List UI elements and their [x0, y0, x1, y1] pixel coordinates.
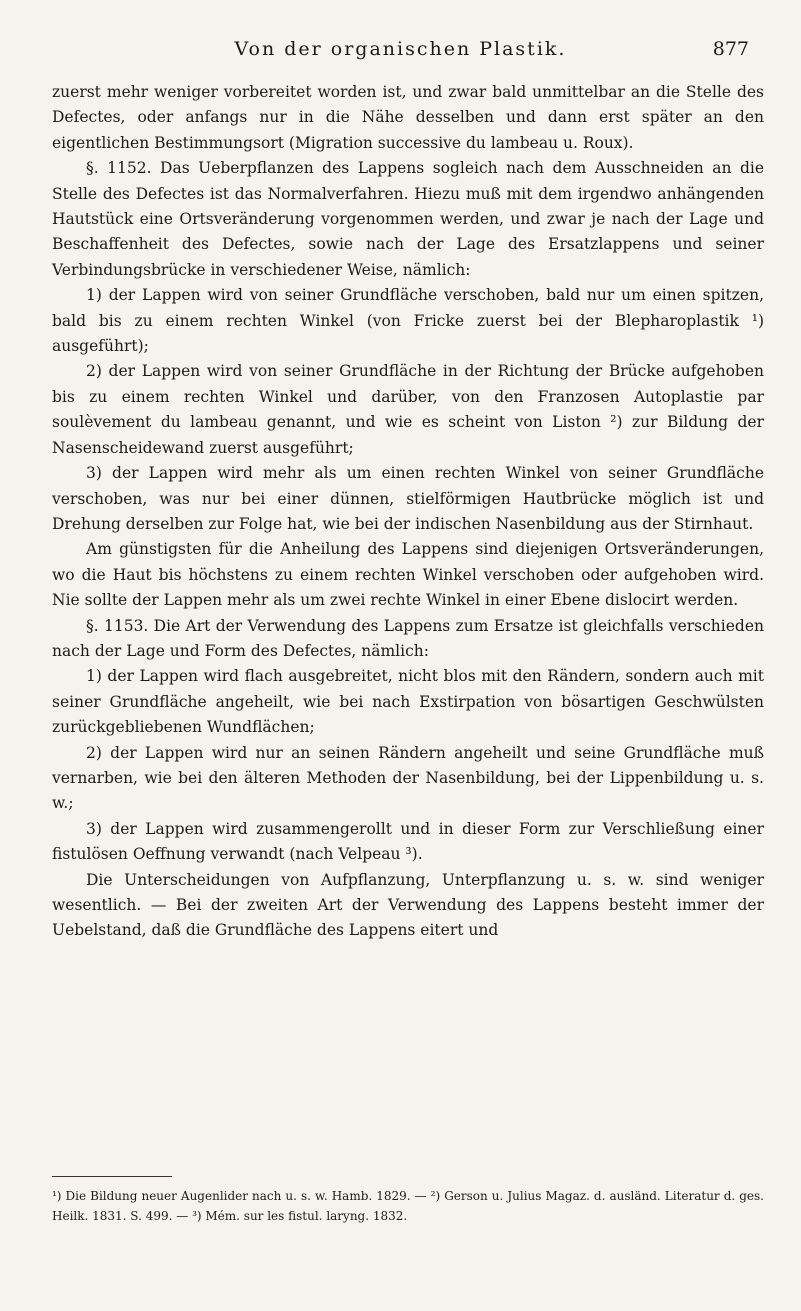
footnote-divider	[52, 1176, 172, 1177]
paragraph-anheilung: Am günstigsten für die Anheilung des Lappens sind diejenigen Ortsveränderungen, wo die Haut bis höchstens zu einem rechten Winkel verschoben oder aufgehoben wird. Nie sollte der Lappen mehr als um zwei rechte Winkel in einer Ebene dislocirt werden.	[52, 540, 764, 610]
page-number: 877	[712, 38, 749, 60]
list-item-1: 1) der Lappen wird von seiner Grundfläche verschoben, bald nur um einen spitzen, bald bis zu einem rechten Winkel (von Fricke zuerst bei der Blepharoplastik ¹) ausgeführt);	[52, 286, 764, 356]
body-text	[52, 80, 764, 944]
paragraph-section-1152: §. 1152. Das Ueberpflanzen des Lappens sogleich nach dem Ausschneiden an die Stelle des Defectes ist das Normalverfahren. Hiezu muß mit dem irgendwo anhängenden Hautstück eine Ortsveränderung vorgenommen werden, und zwar je nach der Lage und Beschaffenheit des Defectes, sowie nach der Lage des Ersatzlappens und seiner Verbindungsbrücke in verschiedener Weise, nämlich:	[52, 159, 764, 279]
list-item-3b: 3) der Lappen wird zusammengerollt und in dieser Form zur Verschließung einer fistulösen Oeffnung verwandt (nach Velpeau ³).	[52, 819, 764, 864]
list-item-2: 2) der Lappen wird von seiner Grundfläche in der Richtung der Brücke aufgehoben bis zu einem rechten Winkel und darüber, von den Franzosen Autoplastie par soulèvement du lambeau genannt, und wie es scheint von Liston ²) zur Bildung der Nasenscheidewand zuerst ausgeführt;	[52, 362, 764, 457]
list-item-2b: 2) der Lappen wird nur an seinen Rändern angeheilt und seine Grundfläche muß vernarben, wie bei den älteren Methoden der Nasenbildung, bei der Lippenbildung u. s. w.;	[52, 743, 764, 813]
paragraph-section-1153: §. 1153. Die Art der Verwendung des Lappens zum Ersatze ist gleichfalls verschieden nach der Lage und Form des Defectes, nämlich:	[52, 616, 764, 660]
footnotes: ¹) Die Bildung neuer Augenlider nach u. s. w. Hamb. 1829. — ²) Gerson u. Julius Magaz. d. ausländ. Literatur d. ges. Heilk. 1831. S. 499. — ³) Mém. sur les fistul. laryng. 1832.	[52, 1189, 764, 1223]
list-item-3: 3) der Lappen wird mehr als um einen rechten Winkel von seiner Grundfläche verschoben, was nur bei einer dünnen, stielförmigen Hautbrücke möglich ist und Drehung derselben zur Folge hat, wie bei der indischen Nasenbildung aus der Stirnhaut.	[52, 464, 764, 533]
page-header	[0, 38, 801, 68]
running-title: Von der organischen Plastik.	[234, 38, 567, 60]
paragraph-1: zuerst mehr weniger vorbereitet worden ist, und zwar bald unmittelbar an die Stelle des Defectes, oder anfangs nur in die Nähe desselben und dann erst später an den eigentlichen Bestimmungsort (Migration successive du lambeau u. Roux).	[52, 83, 764, 152]
paragraph-unterscheidungen: Die Unterscheidungen von Aufpflanzung, Unterpflanzung u. s. w. sind weniger wesentlich. — Bei der zweiten Art der Verwendung des Lappens besteht immer der Uebelstand, daß die Grundfläche des Lappens eitert und	[52, 870, 764, 940]
list-item-1b: 1) der Lappen wird flach ausgebreitet, nicht blos mit den Rändern, sondern auch mit seiner Grundfläche angeheilt, wie bei nach Exstirpation von bösartigen Geschwülsten zurückgebliebenen Wundflächen;	[52, 667, 764, 737]
